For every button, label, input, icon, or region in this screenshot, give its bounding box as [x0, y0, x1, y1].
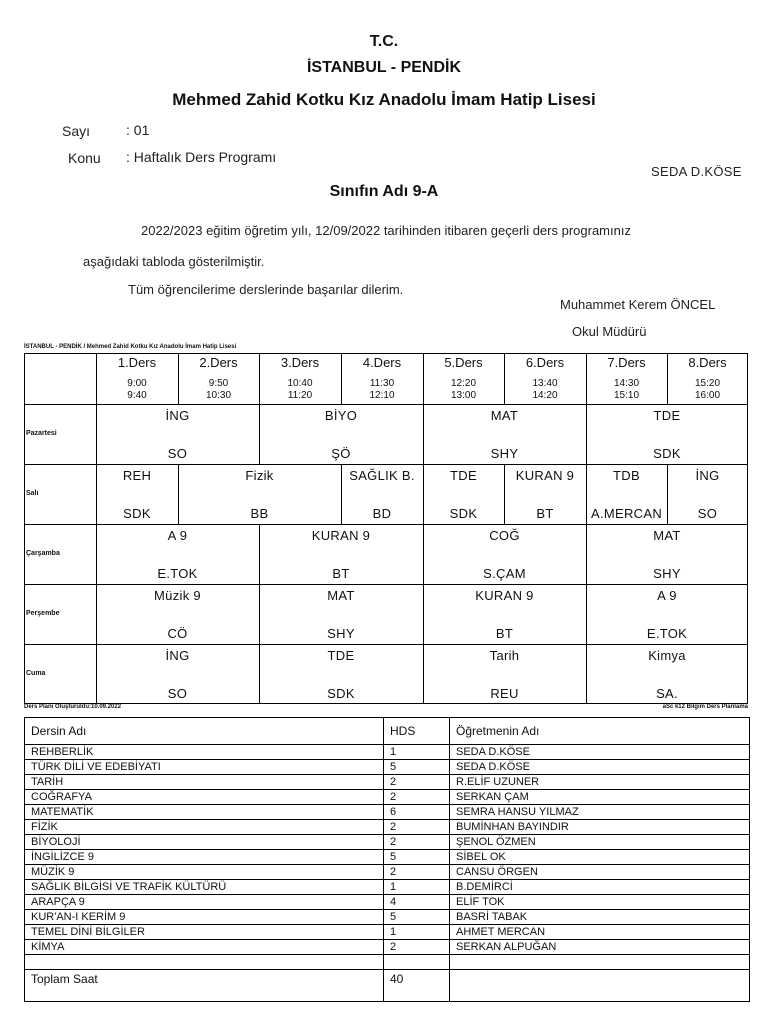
signer-title: Okul Müdürü — [572, 324, 647, 339]
course-teacher: BASRİ TABAK — [450, 910, 750, 925]
lesson-teacher: CÖ — [167, 626, 188, 641]
lesson-subject: İNG — [695, 468, 720, 483]
lesson-teacher: SDK — [123, 506, 151, 521]
course-name: COĞRAFYA — [25, 790, 384, 805]
lesson-cell — [178, 465, 341, 524]
period-start: 13:40 — [532, 378, 558, 389]
lesson-subject: Fizik — [245, 468, 274, 483]
course-hours: 2 — [384, 820, 450, 835]
lesson-cell — [423, 405, 586, 464]
lesson-teacher: SO — [697, 506, 718, 521]
course-hours: 4 — [384, 895, 450, 910]
lesson-subject: TDE — [450, 468, 477, 483]
lesson-teacher: SDK — [653, 446, 681, 461]
lesson-subject: MAT — [653, 528, 681, 543]
lesson-subject: REH — [122, 468, 152, 483]
period-time — [259, 378, 341, 402]
course-name: FİZİK — [25, 820, 384, 835]
period-end: 11:20 — [287, 390, 313, 401]
empty-cell — [450, 970, 750, 1002]
period-end: 15:10 — [613, 390, 640, 401]
lesson-teacher: SA. — [656, 686, 678, 701]
empty-cell — [384, 955, 450, 970]
lesson-subject: KURAN 9 — [475, 588, 534, 603]
school-name: Mehmed Zahid Kotku Kız Anadolu İmam Hatip Lisesi — [172, 90, 596, 109]
course-name: KUR'AN-I KERİM 9 — [25, 910, 384, 925]
lesson-subject: MAT — [490, 408, 519, 423]
course-name: TEMEL DİNİ BİLGİLER — [25, 925, 384, 940]
course-hours: 2 — [384, 940, 450, 955]
course-hours: 5 — [384, 760, 450, 775]
day-label: Pazartesi — [26, 430, 57, 437]
course-header-row — [25, 718, 750, 745]
lesson-cell — [423, 465, 504, 524]
lesson-cell — [423, 585, 586, 644]
course-row — [25, 895, 750, 910]
lesson-cell — [341, 465, 423, 524]
lesson-subject: Müzik 9 — [154, 588, 201, 603]
day-label: Perşembe — [26, 610, 60, 617]
grid-border-left — [24, 353, 25, 704]
total-row — [25, 970, 750, 1002]
period-name: 8.Ders — [688, 355, 727, 370]
period-time — [96, 378, 178, 402]
lesson-cell — [96, 405, 259, 464]
period-start: 12:20 — [450, 378, 477, 389]
lesson-cell — [423, 525, 586, 584]
period-time — [341, 378, 423, 402]
course-teacher: AHMET MERCAN — [450, 925, 750, 940]
course-name: ARAPÇA 9 — [25, 895, 384, 910]
lesson-cell — [504, 465, 586, 524]
lesson-teacher: A.MERCAN — [590, 506, 663, 521]
period-end: 9:40 — [127, 390, 147, 401]
course-row — [25, 820, 750, 835]
schedule-footer-right: aSc k12 Bilgim Ders Planlama — [662, 704, 748, 710]
course-name: TARİH — [25, 775, 384, 790]
course-teacher: SEMRA HANSU YILMAZ — [450, 805, 750, 820]
course-hours: 2 — [384, 835, 450, 850]
period-header — [504, 353, 586, 404]
course-name: BİYOLOJİ — [25, 835, 384, 850]
class-title: Sınıfın Adı 9-A — [329, 183, 439, 200]
lesson-teacher: BT — [536, 506, 554, 521]
course-teacher: SEDA D.KÖSE — [450, 760, 750, 775]
body-line-2: aşağıdaki tabloda gösterilmiştir. — [83, 254, 265, 269]
header-tc: T.C. — [369, 33, 399, 50]
lesson-teacher: E.TOK — [646, 626, 688, 641]
lesson-teacher: BT — [495, 626, 514, 641]
signer-name: Muhammet Kerem ÖNCEL — [560, 297, 716, 312]
lesson-subject: COĞ — [489, 528, 520, 543]
lesson-teacher: ŞÖ — [331, 446, 351, 461]
period-name: 1.Ders — [117, 355, 157, 370]
course-teacher: BUMİNHAN BAYINDIR — [450, 820, 750, 835]
period-start: 9:00 — [127, 378, 147, 389]
period-end: 10:30 — [205, 390, 232, 401]
lesson-teacher: SDK — [449, 506, 478, 521]
lesson-subject: Tarih — [489, 648, 520, 663]
lesson-cell — [259, 645, 423, 704]
period-time — [586, 378, 667, 402]
schedule-footer-left: Ders Planı Oluşturuldu:10.09.2022 — [24, 704, 122, 710]
course-row — [25, 865, 750, 880]
lesson-subject: SAĞLIK B. — [349, 468, 415, 483]
period-time — [504, 378, 586, 402]
period-header — [259, 353, 341, 404]
period-name: 7.Ders — [607, 355, 646, 370]
lesson-cell — [259, 525, 423, 584]
course-hours: 5 — [384, 850, 450, 865]
period-header — [667, 353, 748, 404]
period-header — [96, 353, 178, 404]
course-header-hours: HDS — [384, 718, 450, 745]
period-header — [423, 353, 504, 404]
course-row — [25, 910, 750, 925]
lesson-cell — [586, 585, 748, 644]
course-teacher: ŞENOL ÖZMEN — [450, 835, 750, 850]
course-row — [25, 835, 750, 850]
empty-cell — [450, 955, 750, 970]
course-hours: 1 — [384, 745, 450, 760]
period-name: 4.Ders — [362, 355, 402, 370]
course-hours: 2 — [384, 865, 450, 880]
course-spacer-row — [25, 955, 750, 970]
lesson-subject: A 9 — [657, 588, 677, 603]
lesson-teacher: SO — [167, 686, 188, 701]
total-label: Toplam Saat — [25, 970, 384, 1002]
lesson-cell — [586, 525, 748, 584]
lesson-cell — [667, 465, 748, 524]
lesson-teacher: SHY — [490, 446, 519, 461]
lesson-cell — [96, 525, 259, 584]
body-line-3: Tüm öğrencilerime derslerinde başarılar dilerim. — [128, 282, 404, 297]
course-row — [25, 790, 750, 805]
course-name: SAĞLIK BİLGİSİ VE TRAFİK KÜLTÜRÜ — [25, 880, 384, 895]
konu-label: Konu — [68, 150, 101, 166]
lesson-teacher: BD — [372, 506, 392, 521]
lesson-subject: İNG — [165, 648, 190, 663]
course-teacher: ELİF TOK — [450, 895, 750, 910]
body-line-1: 2022/2023 eğitim öğretim yılı, 12/09/2022 tarihinden itibaren geçerli ders programınız — [141, 223, 631, 238]
course-name: İNGİLİZCE 9 — [25, 850, 384, 865]
course-row — [25, 940, 750, 955]
period-name: 3.Ders — [280, 355, 320, 370]
course-row — [25, 925, 750, 940]
konu-value: : Haftalık Ders Programı — [126, 149, 277, 165]
recipient: SEDA D.KÖSE — [651, 164, 742, 179]
lesson-cell — [96, 585, 259, 644]
course-name: MATEMATİK — [25, 805, 384, 820]
lesson-cell — [96, 645, 259, 704]
period-name: 5.Ders — [444, 355, 483, 370]
period-end: 13:00 — [450, 390, 477, 401]
lesson-subject: TDE — [653, 408, 681, 423]
course-table — [24, 717, 750, 1002]
period-end: 16:00 — [694, 390, 721, 401]
lesson-subject: TDE — [327, 648, 355, 663]
course-teacher: CANSU ÖRGEN — [450, 865, 750, 880]
total-hours: 40 — [384, 970, 450, 1002]
course-row — [25, 880, 750, 895]
lesson-cell — [259, 585, 423, 644]
lesson-cell — [586, 465, 667, 524]
period-header — [178, 353, 259, 404]
day-label: Cuma — [26, 670, 46, 677]
lesson-subject: Kimya — [648, 648, 686, 663]
period-start: 9:50 — [208, 378, 229, 389]
period-end: 12:10 — [369, 390, 395, 401]
course-hours: 6 — [384, 805, 450, 820]
course-hours: 5 — [384, 910, 450, 925]
lesson-teacher: SHY — [327, 626, 355, 641]
lesson-subject: TDB — [613, 468, 640, 483]
lesson-cell — [586, 645, 748, 704]
lesson-teacher: SO — [167, 446, 188, 461]
course-teacher: SERKAN ALPUĞAN — [450, 940, 750, 955]
header-city: İSTANBUL - PENDİK — [306, 59, 462, 76]
course-row — [25, 850, 750, 865]
lesson-cell — [259, 405, 423, 464]
lesson-teacher: BT — [332, 566, 350, 581]
period-start: 15:20 — [694, 378, 721, 389]
schedule-caption: İSTANBUL - PENDİK / Mehmed Zahid Kotku Kız Anadolu İmam Hatip Lisesi — [24, 344, 237, 350]
lesson-teacher: SDK — [327, 686, 355, 701]
course-header-name: Dersin Adı — [25, 718, 384, 745]
day-label: Çarşamba — [26, 550, 60, 557]
course-teacher: SEDA D.KÖSE — [450, 745, 750, 760]
course-row — [25, 760, 750, 775]
course-hours: 1 — [384, 925, 450, 940]
course-name: TÜRK DİLİ VE EDEBİYATI — [25, 760, 384, 775]
lesson-subject: İNG — [165, 408, 190, 423]
lesson-teacher: E.TOK — [157, 566, 198, 581]
lesson-subject: MAT — [327, 588, 355, 603]
period-start: 14:30 — [613, 378, 640, 389]
sayi-value: : 01 — [126, 122, 150, 138]
course-header-teacher: Öğretmenin Adı — [450, 718, 750, 745]
period-start: 11:30 — [369, 378, 395, 389]
lesson-cell — [96, 465, 178, 524]
period-name: 2.Ders — [199, 355, 238, 370]
course-hours: 2 — [384, 790, 450, 805]
lesson-subject: KURAN 9 — [311, 528, 371, 543]
course-name: MÜZİK 9 — [25, 865, 384, 880]
period-time — [667, 378, 748, 402]
period-time — [423, 378, 504, 402]
course-name: REHBERLİK — [25, 745, 384, 760]
course-hours: 2 — [384, 775, 450, 790]
course-teacher: R.ELİF UZUNER — [450, 775, 750, 790]
course-row — [25, 775, 750, 790]
course-name: KİMYA — [25, 940, 384, 955]
lesson-cell — [586, 405, 748, 464]
period-start: 10:40 — [287, 378, 313, 389]
empty-cell — [25, 955, 384, 970]
lesson-subject: BİYO — [324, 408, 358, 423]
period-header — [341, 353, 423, 404]
period-header — [586, 353, 667, 404]
lesson-subject: KURAN 9 — [515, 468, 575, 483]
lesson-subject: A 9 — [167, 528, 188, 543]
lesson-teacher: SHY — [653, 566, 681, 581]
course-row — [25, 745, 750, 760]
lesson-cell — [423, 645, 586, 704]
course-teacher: SİBEL OK — [450, 850, 750, 865]
period-name: 6.Ders — [525, 355, 565, 370]
weekly-schedule — [24, 353, 748, 704]
lesson-teacher: BB — [250, 506, 269, 521]
course-hours: 1 — [384, 880, 450, 895]
period-end: 14:20 — [532, 390, 558, 401]
lesson-teacher: REU — [490, 686, 519, 701]
course-row — [25, 805, 750, 820]
course-teacher: SERKAN ÇAM — [450, 790, 750, 805]
lesson-teacher: S.ÇAM — [483, 566, 526, 581]
course-teacher: B.DEMİRCİ — [450, 880, 750, 895]
sayi-label: Sayı — [62, 123, 91, 139]
day-label: Salı — [26, 490, 39, 497]
period-time — [178, 378, 259, 402]
